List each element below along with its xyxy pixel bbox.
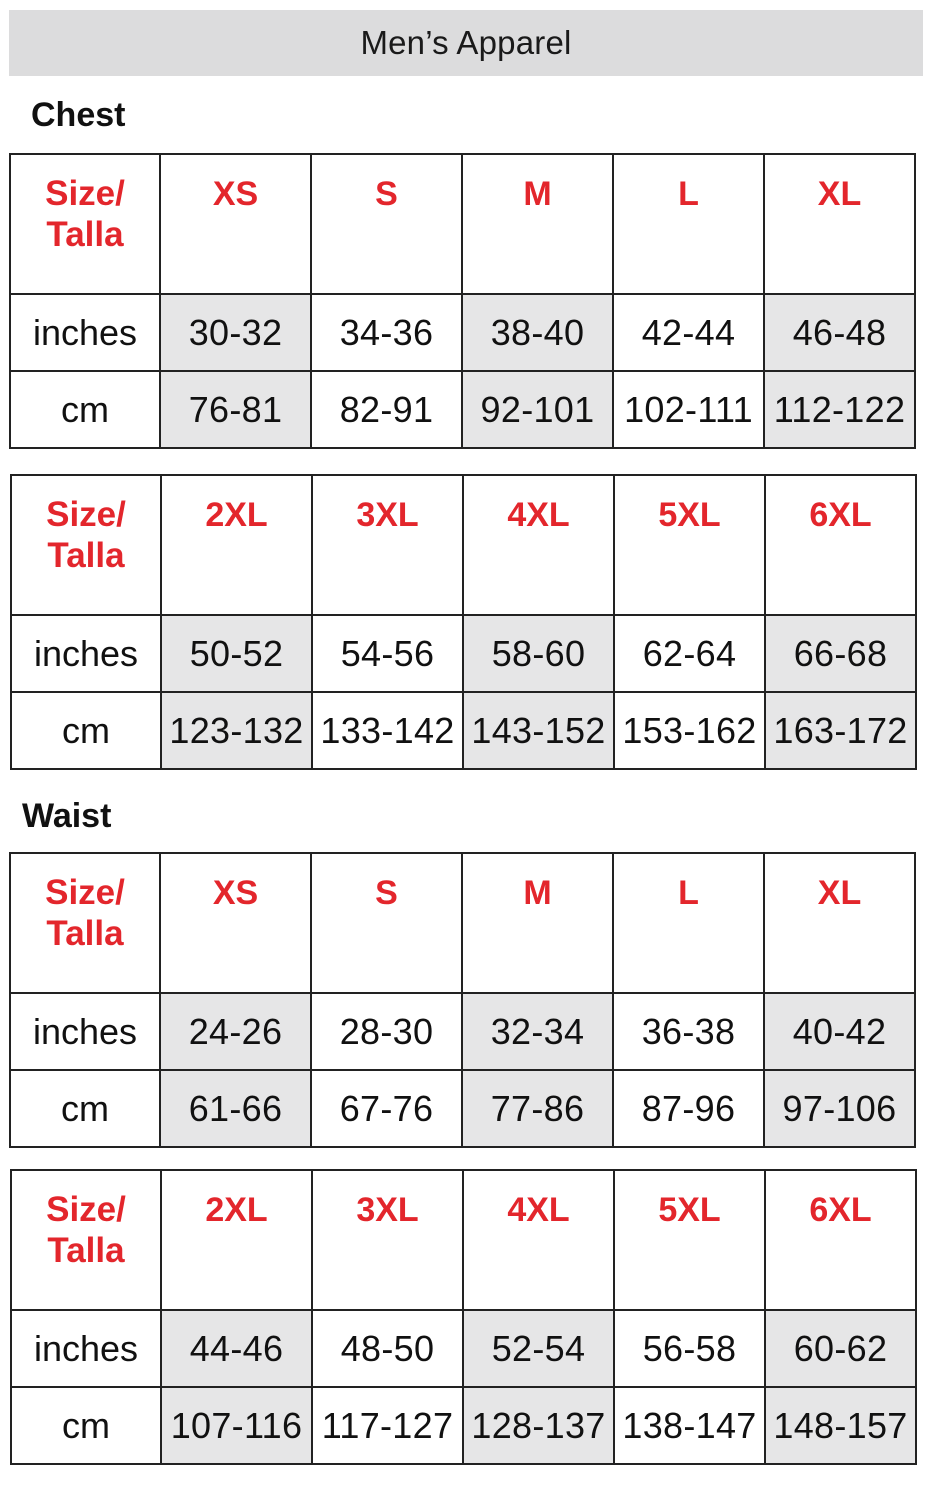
size-code: S bbox=[375, 874, 398, 912]
measurement-cell: 143-152 bbox=[463, 692, 614, 769]
size-table-chest-1 bbox=[9, 153, 916, 449]
table-row bbox=[10, 371, 915, 448]
measurement-cell: 123-132 bbox=[161, 692, 312, 769]
measurement-cell: 153-162 bbox=[614, 692, 765, 769]
size-label-line2: Talla bbox=[47, 1231, 125, 1270]
size-header-cell bbox=[462, 853, 613, 993]
unit-label: cm bbox=[11, 1387, 161, 1464]
size-code: 5XL bbox=[658, 496, 721, 534]
table-row bbox=[11, 1310, 916, 1387]
size-header-cell bbox=[311, 853, 462, 993]
size-code: 2XL bbox=[205, 1191, 268, 1229]
unit-label: cm bbox=[11, 692, 161, 769]
measurement-cell: 24-26 bbox=[160, 993, 311, 1070]
size-talla-label bbox=[11, 475, 161, 615]
size-header-cell bbox=[765, 475, 916, 615]
size-table-chest-2 bbox=[10, 474, 917, 770]
measurement-cell: 133-142 bbox=[312, 692, 463, 769]
section-title-waist: Waist bbox=[22, 797, 112, 835]
measurement-cell: 52-54 bbox=[463, 1310, 614, 1387]
measurement-cell: 92-101 bbox=[462, 371, 613, 448]
unit-label: inches bbox=[10, 993, 160, 1070]
measurement-cell: 48-50 bbox=[312, 1310, 463, 1387]
table-header-row bbox=[10, 853, 915, 993]
size-header-cell bbox=[311, 154, 462, 294]
size-code: 6XL bbox=[809, 1191, 872, 1229]
size-code: 3XL bbox=[356, 496, 419, 534]
measurement-cell: 42-44 bbox=[613, 294, 764, 371]
table-header-row bbox=[10, 154, 915, 294]
measurement-cell: 82-91 bbox=[311, 371, 462, 448]
measurement-cell: 62-64 bbox=[614, 615, 765, 692]
size-code: 6XL bbox=[809, 496, 872, 534]
size-code: S bbox=[375, 175, 398, 213]
size-header-cell bbox=[614, 475, 765, 615]
section-title-chest: Chest bbox=[31, 96, 126, 134]
measurement-cell: 32-34 bbox=[462, 993, 613, 1070]
size-code: M bbox=[523, 874, 552, 912]
size-label-line1: Size/ bbox=[45, 174, 125, 213]
measurement-cell: 107-116 bbox=[161, 1387, 312, 1464]
size-header-cell bbox=[764, 853, 915, 993]
size-header-cell bbox=[613, 853, 764, 993]
unit-label: inches bbox=[11, 1310, 161, 1387]
measurement-cell: 58-60 bbox=[463, 615, 614, 692]
size-label-line1: Size/ bbox=[46, 1190, 126, 1229]
measurement-cell: 138-147 bbox=[614, 1387, 765, 1464]
size-code: M bbox=[523, 175, 552, 213]
size-label-line2: Talla bbox=[47, 536, 125, 575]
measurement-cell: 36-38 bbox=[613, 993, 764, 1070]
size-header-cell bbox=[463, 1170, 614, 1310]
size-header-cell bbox=[463, 475, 614, 615]
size-code: XS bbox=[212, 175, 259, 213]
size-code: 2XL bbox=[205, 496, 268, 534]
size-header-cell bbox=[312, 1170, 463, 1310]
size-talla-label bbox=[11, 1170, 161, 1310]
size-code: XL bbox=[817, 874, 862, 912]
measurement-cell: 40-42 bbox=[764, 993, 915, 1070]
size-code: XL bbox=[817, 175, 862, 213]
size-header-cell bbox=[160, 154, 311, 294]
size-code: XS bbox=[212, 874, 259, 912]
size-label-line2: Talla bbox=[46, 215, 124, 254]
table-header-row bbox=[11, 1170, 916, 1310]
size-code: L bbox=[678, 175, 699, 213]
measurement-cell: 66-68 bbox=[765, 615, 916, 692]
size-table-waist-2 bbox=[10, 1169, 917, 1465]
size-header-cell bbox=[161, 1170, 312, 1310]
measurement-cell: 76-81 bbox=[160, 371, 311, 448]
size-table-waist-1 bbox=[9, 852, 916, 1148]
table-row bbox=[11, 615, 916, 692]
measurement-cell: 46-48 bbox=[764, 294, 915, 371]
size-header-cell bbox=[765, 1170, 916, 1310]
measurement-cell: 163-172 bbox=[765, 692, 916, 769]
size-label-line2: Talla bbox=[46, 914, 124, 953]
size-header-cell bbox=[312, 475, 463, 615]
size-talla-label bbox=[10, 853, 160, 993]
table-row bbox=[10, 993, 915, 1070]
size-header-cell bbox=[462, 154, 613, 294]
size-header-cell bbox=[160, 853, 311, 993]
measurement-cell: 61-66 bbox=[160, 1070, 311, 1147]
measurement-cell: 117-127 bbox=[312, 1387, 463, 1464]
measurement-cell: 38-40 bbox=[462, 294, 613, 371]
size-header-cell bbox=[613, 154, 764, 294]
measurement-cell: 67-76 bbox=[311, 1070, 462, 1147]
size-label-line1: Size/ bbox=[45, 873, 125, 912]
size-label-line1: Size/ bbox=[46, 495, 126, 534]
measurement-cell: 54-56 bbox=[312, 615, 463, 692]
measurement-cell: 56-58 bbox=[614, 1310, 765, 1387]
table-row bbox=[10, 294, 915, 371]
banner-title: Men’s Apparel bbox=[360, 24, 572, 61]
size-header-cell bbox=[161, 475, 312, 615]
size-code: 3XL bbox=[356, 1191, 419, 1229]
size-code: 5XL bbox=[658, 1191, 721, 1229]
size-header-cell bbox=[764, 154, 915, 294]
page-banner bbox=[9, 10, 923, 76]
size-code: 4XL bbox=[507, 1191, 570, 1229]
size-code: L bbox=[678, 874, 699, 912]
measurement-cell: 30-32 bbox=[160, 294, 311, 371]
measurement-cell: 60-62 bbox=[765, 1310, 916, 1387]
measurement-cell: 50-52 bbox=[161, 615, 312, 692]
measurement-cell: 44-46 bbox=[161, 1310, 312, 1387]
measurement-cell: 34-36 bbox=[311, 294, 462, 371]
table-row bbox=[11, 1387, 916, 1464]
measurement-cell: 112-122 bbox=[764, 371, 915, 448]
measurement-cell: 128-137 bbox=[463, 1387, 614, 1464]
measurement-cell: 97-106 bbox=[764, 1070, 915, 1147]
measurement-cell: 87-96 bbox=[613, 1070, 764, 1147]
measurement-cell: 77-86 bbox=[462, 1070, 613, 1147]
size-code: 4XL bbox=[507, 496, 570, 534]
measurement-cell: 102-111 bbox=[613, 371, 764, 448]
unit-label: inches bbox=[10, 294, 160, 371]
unit-label: inches bbox=[11, 615, 161, 692]
size-header-cell bbox=[614, 1170, 765, 1310]
table-row bbox=[11, 692, 916, 769]
unit-label: cm bbox=[10, 371, 160, 448]
measurement-cell: 148-157 bbox=[765, 1387, 916, 1464]
unit-label: cm bbox=[10, 1070, 160, 1147]
size-talla-label bbox=[10, 154, 160, 294]
table-row bbox=[10, 1070, 915, 1147]
table-header-row bbox=[11, 475, 916, 615]
measurement-cell: 28-30 bbox=[311, 993, 462, 1070]
